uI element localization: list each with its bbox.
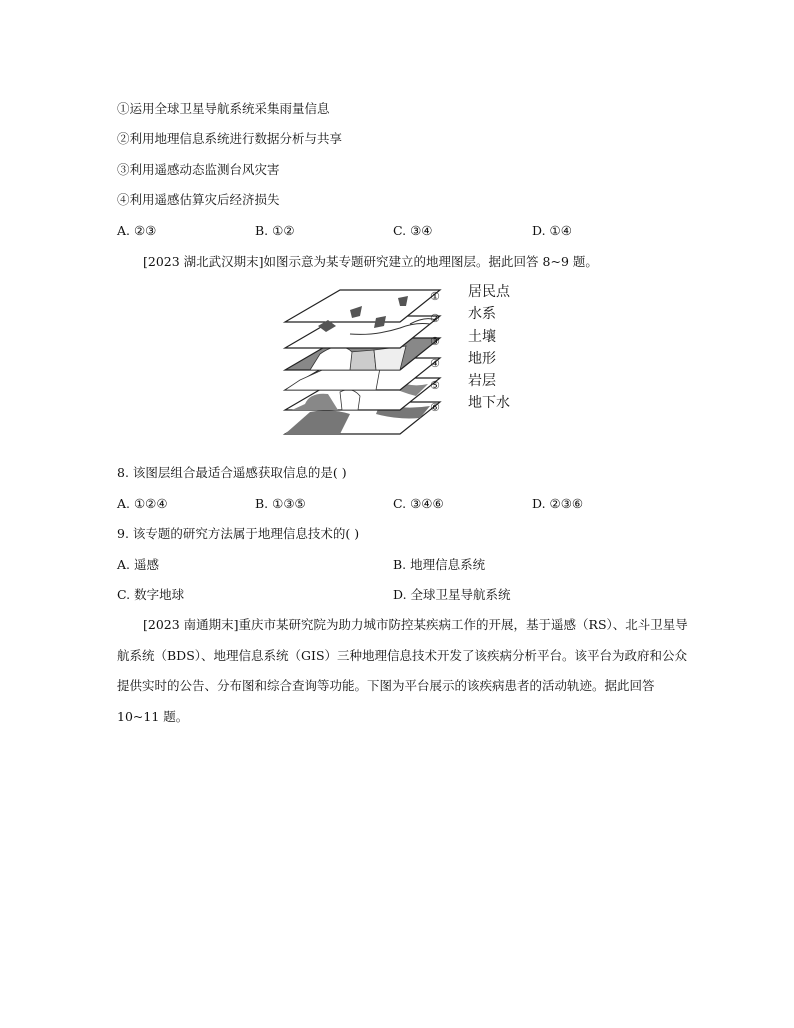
q8-option-c[interactable]: C. ③④⑥ bbox=[393, 496, 444, 511]
section-intro-10-11: [2023 南通期末]重庆市某研究院为助力城市防控某疾病工作的开展，基于遥感（RS）、北斗卫星导航系统（BDS）、地理信息系统（GIS）三种地理信息技术开发了该疾病分析平台。该平台为政府和公众提供实时的公告、分布图和综合查询等功能。下图为平台展示的该疾病患者的活动轨迹。据此回答 10~11 题。 bbox=[117, 617, 688, 724]
layer-label-1: 居民点 bbox=[468, 284, 510, 300]
layer-num-4: ④ bbox=[430, 357, 440, 370]
q9-option-b[interactable]: B. 地理信息系统 bbox=[393, 557, 486, 572]
q9-option-c[interactable]: C. 数字地球 bbox=[117, 587, 185, 602]
q8-option-a[interactable]: A. ①②④ bbox=[117, 496, 168, 511]
q9-stem: 9. 该专题的研究方法属于地理信息技术的( ) bbox=[117, 526, 360, 541]
layer-label-2: 水系 bbox=[468, 306, 496, 322]
q8-stem: 8. 该图层组合最适合遥感获取信息的是( ) bbox=[117, 465, 347, 480]
q7-item-2: ②利用地理信息系统进行数据分析与共享 bbox=[117, 131, 343, 146]
layer-label-5: 岩层 bbox=[468, 373, 496, 389]
q7-option-d[interactable]: D. ①④ bbox=[532, 223, 572, 238]
layer-label-6: 地下水 bbox=[468, 395, 510, 411]
section-intro-8-9: [2023 湖北武汉期末]如图示意为某专题研究建立的地理图层。据此回答 8~9 题。 bbox=[143, 254, 598, 269]
layer-num-3: ③ bbox=[430, 335, 440, 348]
q9-option-d[interactable]: D. 全球卫星导航系统 bbox=[393, 587, 511, 602]
layer-num-2: ② bbox=[430, 312, 440, 325]
layer-num-6: ⑥ bbox=[430, 401, 440, 414]
q7-item-4: ④利用遥感估算灾后经济损失 bbox=[117, 192, 280, 207]
q7-item-3: ③利用遥感动态监测台风灾害 bbox=[117, 162, 280, 177]
q7-option-b[interactable]: B. ①② bbox=[255, 223, 295, 238]
layer-labels bbox=[430, 283, 511, 414]
q8-option-d[interactable]: D. ②③⑥ bbox=[532, 496, 584, 511]
q7-option-c[interactable]: C. ③④ bbox=[393, 223, 433, 238]
q7-item-1: ①运用全球卫星导航系统采集雨量信息 bbox=[117, 101, 330, 116]
q7-option-a[interactable]: A. ②③ bbox=[117, 223, 157, 238]
layer-num-5: ⑤ bbox=[430, 379, 440, 392]
geographic-layers-figure bbox=[280, 280, 530, 452]
q8-option-b[interactable]: B. ①③⑤ bbox=[255, 496, 306, 511]
q9-option-a[interactable]: A. 遥感 bbox=[117, 557, 159, 572]
layer-label-3: 土壤 bbox=[468, 329, 496, 345]
layer-num-1: ① bbox=[430, 290, 440, 303]
layer-label-4: 地形 bbox=[468, 351, 496, 367]
